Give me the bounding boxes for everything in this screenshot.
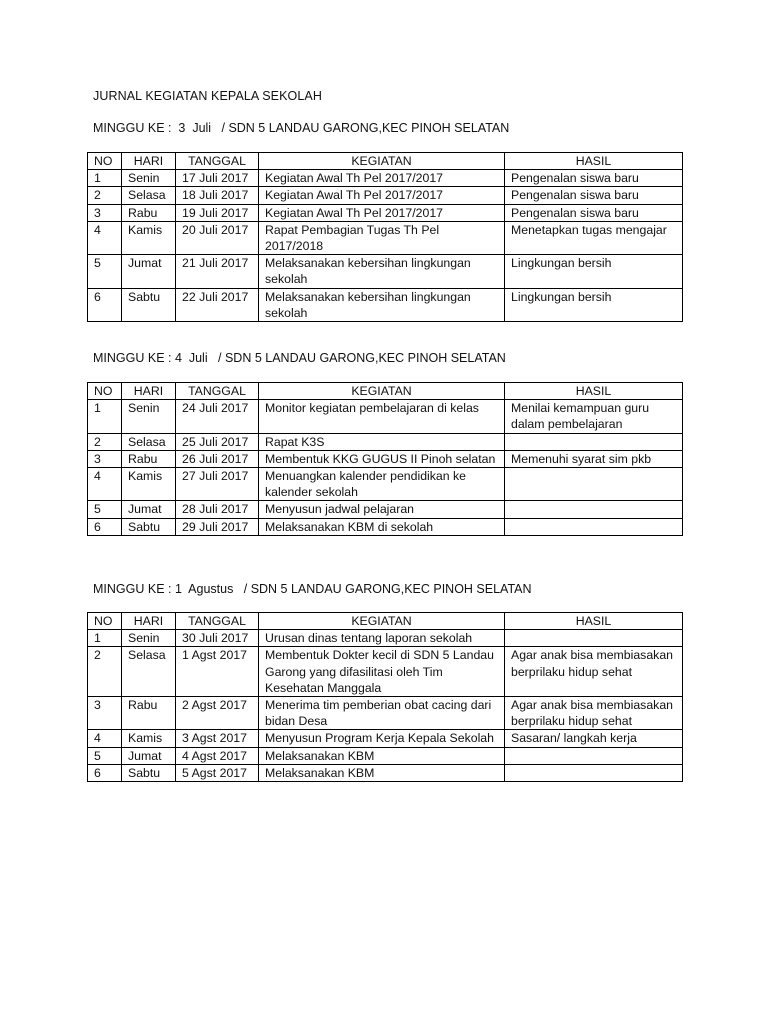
cell-hari: Selasa — [122, 187, 176, 204]
table-row — [88, 764, 683, 781]
cell-tanggal: 24 Juli 2017 — [176, 400, 259, 433]
cell-hari: Kamis — [122, 468, 176, 501]
cell-no: 3 — [88, 450, 122, 467]
cell-tanggal: 20 Juli 2017 — [176, 221, 259, 254]
cell-kegiatan: Melaksanakan KBM — [259, 764, 505, 781]
document-title: JURNAL KEGIATAN KEPALA SEKOLAH — [93, 89, 323, 103]
column-header-no: NO — [88, 153, 122, 170]
column-header-hasil: HASIL — [505, 153, 683, 170]
column-header-hasil: HASIL — [505, 613, 683, 630]
cell-no: 3 — [88, 204, 122, 221]
cell-kegiatan: Kegiatan Awal Th Pel 2017/2017 — [259, 170, 505, 187]
cell-no: 2 — [88, 647, 122, 697]
cell-hari: Rabu — [122, 204, 176, 221]
cell-kegiatan: Membentuk Dokter kecil di SDN 5 Landau Garong yang difasilitasi oleh Tim Kesehatan Manggala — [259, 647, 505, 697]
cell-hasil — [505, 518, 683, 535]
cell-hari: Selasa — [122, 433, 176, 450]
column-header-kegiatan: KEGIATAN — [259, 153, 505, 170]
table-row — [88, 400, 683, 433]
cell-hasil — [505, 630, 683, 647]
cell-no: 1 — [88, 170, 122, 187]
cell-no: 5 — [88, 747, 122, 764]
cell-hasil: Menetapkan tugas mengajar — [505, 221, 683, 254]
column-header-kegiatan: KEGIATAN — [259, 383, 505, 400]
journal-table-week-1 — [87, 152, 683, 322]
table-row — [88, 501, 683, 518]
cell-hari: Sabtu — [122, 764, 176, 781]
cell-hari: Sabtu — [122, 288, 176, 321]
column-header-kegiatan: KEGIATAN — [259, 613, 505, 630]
cell-kegiatan: Melaksanakan kebersihan lingkungan sekolah — [259, 288, 505, 321]
table-row — [88, 187, 683, 204]
table-row — [88, 730, 683, 747]
cell-hasil: Lingkungan bersih — [505, 255, 683, 288]
cell-hasil — [505, 501, 683, 518]
cell-no: 4 — [88, 221, 122, 254]
cell-hari: Rabu — [122, 697, 176, 730]
cell-hasil: Menilai kemampuan guru dalam pembelajaran — [505, 400, 683, 433]
cell-tanggal: 29 Juli 2017 — [176, 518, 259, 535]
cell-tanggal: 25 Juli 2017 — [176, 433, 259, 450]
cell-hari: Kamis — [122, 221, 176, 254]
table-row — [88, 450, 683, 467]
column-header-no: NO — [88, 383, 122, 400]
column-header-hari: HARI — [122, 153, 176, 170]
cell-kegiatan: Melaksanakan kebersihan lingkungan sekolah — [259, 255, 505, 288]
cell-tanggal: 21 Juli 2017 — [176, 255, 259, 288]
cell-tanggal: 4 Agst 2017 — [176, 747, 259, 764]
column-header-no: NO — [88, 613, 122, 630]
cell-no: 3 — [88, 697, 122, 730]
cell-hasil: Pengenalan siswa baru — [505, 204, 683, 221]
cell-kegiatan: Menyusun jadwal pelajaran — [259, 501, 505, 518]
cell-hasil: Pengenalan siswa baru — [505, 187, 683, 204]
cell-hasil: Lingkungan bersih — [505, 288, 683, 321]
cell-tanggal: 19 Juli 2017 — [176, 204, 259, 221]
week-heading: MINGGU KE : 4 Juli / SDN 5 LANDAU GARONG,KEC PINOH SELATAN — [93, 351, 506, 365]
cell-hasil: Memenuhi syarat sim pkb — [505, 450, 683, 467]
table-row — [88, 433, 683, 450]
table-row — [88, 647, 683, 697]
cell-hari: Jumat — [122, 747, 176, 764]
cell-no: 5 — [88, 501, 122, 518]
cell-tanggal: 2 Agst 2017 — [176, 697, 259, 730]
cell-kegiatan: Menerima tim pemberian obat cacing dari bidan Desa — [259, 697, 505, 730]
cell-no: 6 — [88, 764, 122, 781]
cell-tanggal: 30 Juli 2017 — [176, 630, 259, 647]
cell-tanggal: 3 Agst 2017 — [176, 730, 259, 747]
cell-hari: Senin — [122, 630, 176, 647]
cell-kegiatan: Membentuk KKG GUGUS II Pinoh selatan — [259, 450, 505, 467]
cell-hasil — [505, 433, 683, 450]
cell-kegiatan: Urusan dinas tentang laporan sekolah — [259, 630, 505, 647]
table-row — [88, 170, 683, 187]
column-header-tanggal: TANGGAL — [176, 613, 259, 630]
cell-no: 4 — [88, 468, 122, 501]
table-header-row — [88, 383, 683, 400]
table-row — [88, 468, 683, 501]
cell-tanggal: 26 Juli 2017 — [176, 450, 259, 467]
cell-tanggal: 18 Juli 2017 — [176, 187, 259, 204]
cell-hasil: Agar anak bisa membiasakan berprilaku hidup sehat — [505, 647, 683, 697]
cell-kegiatan: Rapat Pembagian Tugas Th Pel 2017/2018 — [259, 221, 505, 254]
cell-no: 2 — [88, 187, 122, 204]
table-row — [88, 204, 683, 221]
cell-no: 6 — [88, 288, 122, 321]
column-header-tanggal: TANGGAL — [176, 383, 259, 400]
cell-hasil — [505, 468, 683, 501]
cell-hari: Senin — [122, 170, 176, 187]
cell-kegiatan: Menyusun Program Kerja Kepala Sekolah — [259, 730, 505, 747]
table-row — [88, 288, 683, 321]
table-row — [88, 747, 683, 764]
table-row — [88, 630, 683, 647]
column-header-hasil: HASIL — [505, 383, 683, 400]
cell-tanggal: 28 Juli 2017 — [176, 501, 259, 518]
table-row — [88, 518, 683, 535]
cell-no: 1 — [88, 630, 122, 647]
table-row — [88, 221, 683, 254]
cell-hari: Jumat — [122, 255, 176, 288]
cell-tanggal: 5 Agst 2017 — [176, 764, 259, 781]
table-header-row — [88, 613, 683, 630]
column-header-hari: HARI — [122, 383, 176, 400]
cell-kegiatan: Kegiatan Awal Th Pel 2017/2017 — [259, 187, 505, 204]
cell-kegiatan: Melaksanakan KBM — [259, 747, 505, 764]
cell-kegiatan: Melaksanakan KBM di sekolah — [259, 518, 505, 535]
cell-tanggal: 1 Agst 2017 — [176, 647, 259, 697]
cell-hari: Jumat — [122, 501, 176, 518]
cell-hasil: Pengenalan siswa baru — [505, 170, 683, 187]
cell-tanggal: 17 Juli 2017 — [176, 170, 259, 187]
cell-no: 4 — [88, 730, 122, 747]
cell-no: 6 — [88, 518, 122, 535]
cell-tanggal: 22 Juli 2017 — [176, 288, 259, 321]
cell-hari: Sabtu — [122, 518, 176, 535]
column-header-hari: HARI — [122, 613, 176, 630]
week-heading: MINGGU KE : 3 Juli / SDN 5 LANDAU GARONG,KEC PINOH SELATAN — [93, 121, 510, 135]
journal-table-week-3 — [87, 612, 683, 782]
journal-table-week-2 — [87, 382, 683, 536]
cell-kegiatan: Kegiatan Awal Th Pel 2017/2017 — [259, 204, 505, 221]
week-heading: MINGGU KE : 1 Agustus / SDN 5 LANDAU GARONG,KEC PINOH SELATAN — [93, 582, 532, 596]
cell-kegiatan: Monitor kegiatan pembelajaran di kelas — [259, 400, 505, 433]
cell-hari: Senin — [122, 400, 176, 433]
cell-hasil — [505, 764, 683, 781]
cell-hasil: Agar anak bisa membiasakan berprilaku hidup sehat — [505, 697, 683, 730]
table-row — [88, 697, 683, 730]
cell-hari: Selasa — [122, 647, 176, 697]
cell-kegiatan: Menuangkan kalender pendidikan ke kalender sekolah — [259, 468, 505, 501]
cell-hari: Kamis — [122, 730, 176, 747]
cell-no: 1 — [88, 400, 122, 433]
cell-hari: Rabu — [122, 450, 176, 467]
cell-kegiatan: Rapat K3S — [259, 433, 505, 450]
cell-no: 5 — [88, 255, 122, 288]
cell-hasil — [505, 747, 683, 764]
cell-hasil: Sasaran/ langkah kerja — [505, 730, 683, 747]
table-row — [88, 255, 683, 288]
cell-tanggal: 27 Juli 2017 — [176, 468, 259, 501]
table-header-row — [88, 153, 683, 170]
column-header-tanggal: TANGGAL — [176, 153, 259, 170]
cell-no: 2 — [88, 433, 122, 450]
